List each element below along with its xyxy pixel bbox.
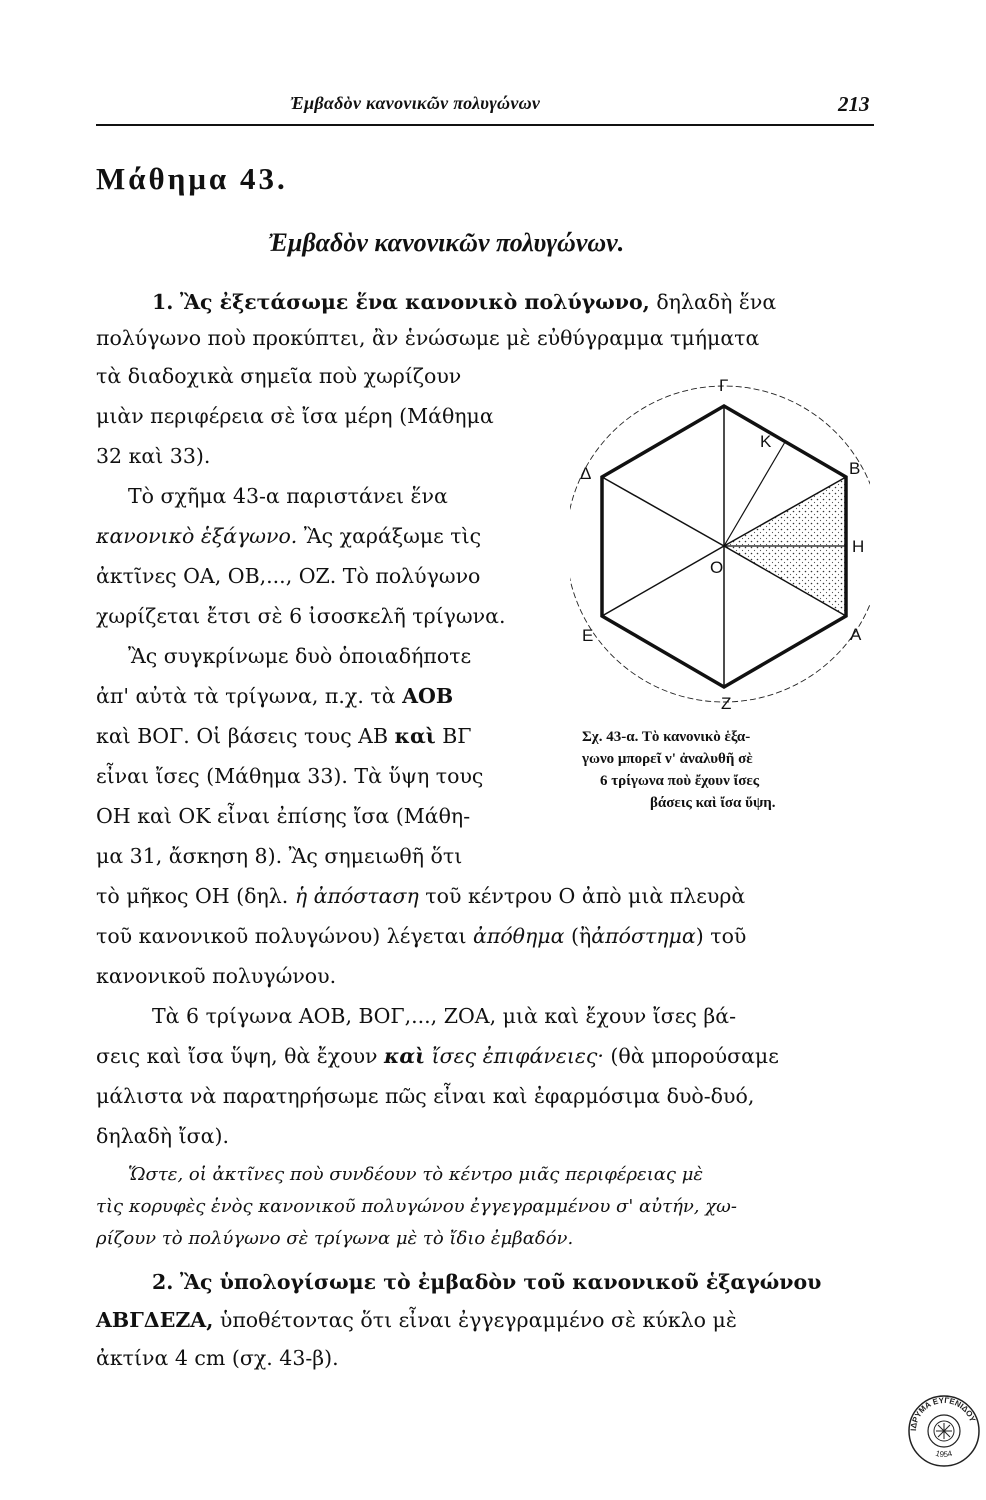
radius <box>602 477 724 546</box>
label-k: Κ <box>760 432 772 451</box>
conclusion-line-1: Ὥστε, οἱ ἀκτῖνες ποὺ συνδέουν τὸ κέντρο μιᾶς περιφέρειας μὲ <box>128 1164 704 1185</box>
para1-line-11 <box>96 681 453 711</box>
conclusion-line-3: ρίζουν τὸ πολύγωνο σὲ τρίγωνα μὲ τὸ ἴδιο ἐμβαδόν. <box>96 1228 574 1249</box>
para3-line-3: ἀκτίνα 4 cm (σχ. 43-β). <box>96 1346 339 1370</box>
stamp-text: ΙΔΡΥΜΑ ΕΥΓΕΝΙΔΟΥ <box>908 1395 978 1432</box>
para1-line-10: Ἂς συγκρίνωμε δυὸ ὁποιαδήποτε <box>128 644 472 668</box>
label-b: Β <box>849 459 861 478</box>
para1-line-17 <box>96 921 746 951</box>
section-title: Ἐμβαδὸν κανονικῶν πολυγώνων. <box>268 228 625 257</box>
text-run: ὑποθέτοντας ὅτι εἶναι ἐγγεγραμμένο σὲ κύκλο μὲ <box>219 1308 737 1332</box>
radius <box>602 546 724 616</box>
conclusion-line-2: τὶς κορυφὲς ἑνὸς κανονικοῦ πολυγώνου ἐγγεγραμμένου σ' αὐτήν, χω- <box>96 1196 737 1217</box>
para1-line-12 <box>96 721 471 751</box>
para1-line-2: πολύγωνο ποὺ προκύπτει, ἂν ἑνώσωμε μὲ εὐθύγραμμα τμήματα <box>96 326 760 350</box>
para1-line-18: κανονικοῦ πολυγώνου. <box>96 964 337 988</box>
label-e: Ε <box>582 626 594 645</box>
text-run: ἀπ' αὐτὰ τὰ τρίγωνα, π.χ. τὰ <box>96 684 396 708</box>
text-run: σεις καὶ ἴσα ὕψη, θὰ ἔχουν <box>96 1044 378 1068</box>
header-rule <box>96 124 874 126</box>
para1-line-1 <box>152 287 776 317</box>
stamp-year: 1954 <box>934 1448 954 1460</box>
figure-hexagon <box>570 360 870 720</box>
text-run: (θὰ μπορούσαμε <box>610 1044 779 1068</box>
bold-statement: Ἂς ἐξετάσωμε ἕνα κανονικὸ πολύγωνο, <box>179 290 650 314</box>
para1-line-9: χωρίζεται ἔτσι σὲ 6 ἰσοσκελῆ τρίγωνα. <box>96 604 506 628</box>
bold-term: ΑΟΒ <box>402 684 454 708</box>
library-stamp <box>906 1393 982 1469</box>
label-delta: Δ <box>580 464 592 483</box>
text-run: δηλαδὴ ἕνα <box>656 290 777 314</box>
italic-term: κανονικὸ ἑξάγωνο. <box>96 524 298 548</box>
running-header-title: Ἐμβαδὸν κανονικῶν πολυγώνων <box>290 93 541 113</box>
bold-term: ΑΒΓΔΕΖΑ, <box>96 1308 214 1332</box>
label-o: Ο <box>710 558 724 577</box>
para3-line-2 <box>96 1305 737 1335</box>
italic-term: ἴσες ἐπιφάνειες· <box>431 1044 604 1068</box>
label-a: Α <box>850 625 862 644</box>
italic-term: ἀπόθημα <box>473 924 565 948</box>
lesson-heading: Μάθημα 43. <box>96 161 288 196</box>
para1-line-7 <box>96 521 481 551</box>
caption-line-2: γωνο μπορεῖ ν' ἀναλυθῆ σὲ <box>582 751 753 767</box>
para1-line-4: μιὰν περιφέρεια σὲ ἴσα μέρη (Μάθημα <box>96 404 494 428</box>
label-h: Η <box>852 537 865 556</box>
para1-line-8: ἀκτῖνες ΟΑ, ΟΒ,..., ΟΖ. Τὸ πολύγωνο <box>96 564 481 588</box>
para2-line-1: Τὰ 6 τρίγωνα ΑΟΒ, ΒΟΓ,..., ΖΟΑ, μιὰ καὶ ἔχουν ἴσες βά- <box>152 1004 737 1028</box>
text-run: Ἂς χαράξωμε τὶς <box>303 524 482 548</box>
para3-line-1 <box>152 1267 821 1297</box>
page-number: 213 <box>838 92 870 116</box>
text-run: τοῦ κέντρου Ο ἀπὸ μιὰ πλευρὰ <box>425 884 746 908</box>
para1-line-15: μα 31, ἄσκηση 8). Ἂς σημειωθῆ ὅτι <box>96 844 463 868</box>
label-z: Ζ <box>721 694 732 713</box>
para2-line-3: μάλιστα νὰ παρατηρήσωμε πῶς εἶναι καὶ ἐφαρμόσιμα δυὸ-δυό, <box>96 1084 755 1108</box>
text-run: (ἢ <box>571 924 592 948</box>
bold-statement: Ἂς ὑπολογίσωμε τὸ ἐμβαδὸν τοῦ κανονικοῦ ἑξαγώνου <box>179 1270 822 1294</box>
hexagon-diagram <box>570 360 870 720</box>
label-gamma: Γ <box>719 376 729 395</box>
caption-line-1: Σχ. 43-α. Τὸ κανονικὸ ἑξα- <box>582 729 751 745</box>
text-run: τὸ μῆκος ΟΗ (δηλ. <box>96 884 289 908</box>
para1-line-13: εἶναι ἴσες (Μάθημα 33). Τὰ ὕψη τους <box>96 764 484 788</box>
para1-line-6: Τὸ σχῆμα 43-α παριστάνει ἕνα <box>128 484 448 508</box>
para2-line-2 <box>96 1041 779 1071</box>
text-run: ) τοῦ <box>695 924 747 948</box>
caption-line-4: βάσεις καὶ ἴσα ὕψη. <box>650 795 776 811</box>
para1-line-16 <box>96 881 745 911</box>
text-run: καὶ ΒΟΓ. Οἱ βάσεις τους ΑΒ <box>96 724 389 748</box>
bold-term: καὶ <box>394 724 436 748</box>
para2-line-4: δηλαδὴ ἴσα). <box>96 1124 229 1148</box>
para1-line-14: ΟΗ καὶ ΟΚ εἶναι ἐπίσης ἴσα (Μάθη- <box>96 804 471 828</box>
italic-term: ἀπόστημα <box>591 924 696 948</box>
item-number: 1. <box>152 290 174 314</box>
caption-line-3: 6 τρίγωνα ποὺ ἔχουν ἴσες <box>600 773 760 789</box>
para1-line-5: 32 καὶ 33). <box>96 444 211 468</box>
para1-line-3: τὰ διαδοχικὰ σημεῖα ποὺ χωρίζουν <box>96 364 462 388</box>
text-run: τοῦ κανονικοῦ πολυγώνου) λέγεται <box>96 924 467 948</box>
bold-italic-term: καὶ <box>384 1044 426 1068</box>
italic-term: ἡ ἀπόσταση <box>294 884 419 908</box>
item-number: 2. <box>152 1270 174 1294</box>
text-run: ΒΓ <box>442 724 472 748</box>
